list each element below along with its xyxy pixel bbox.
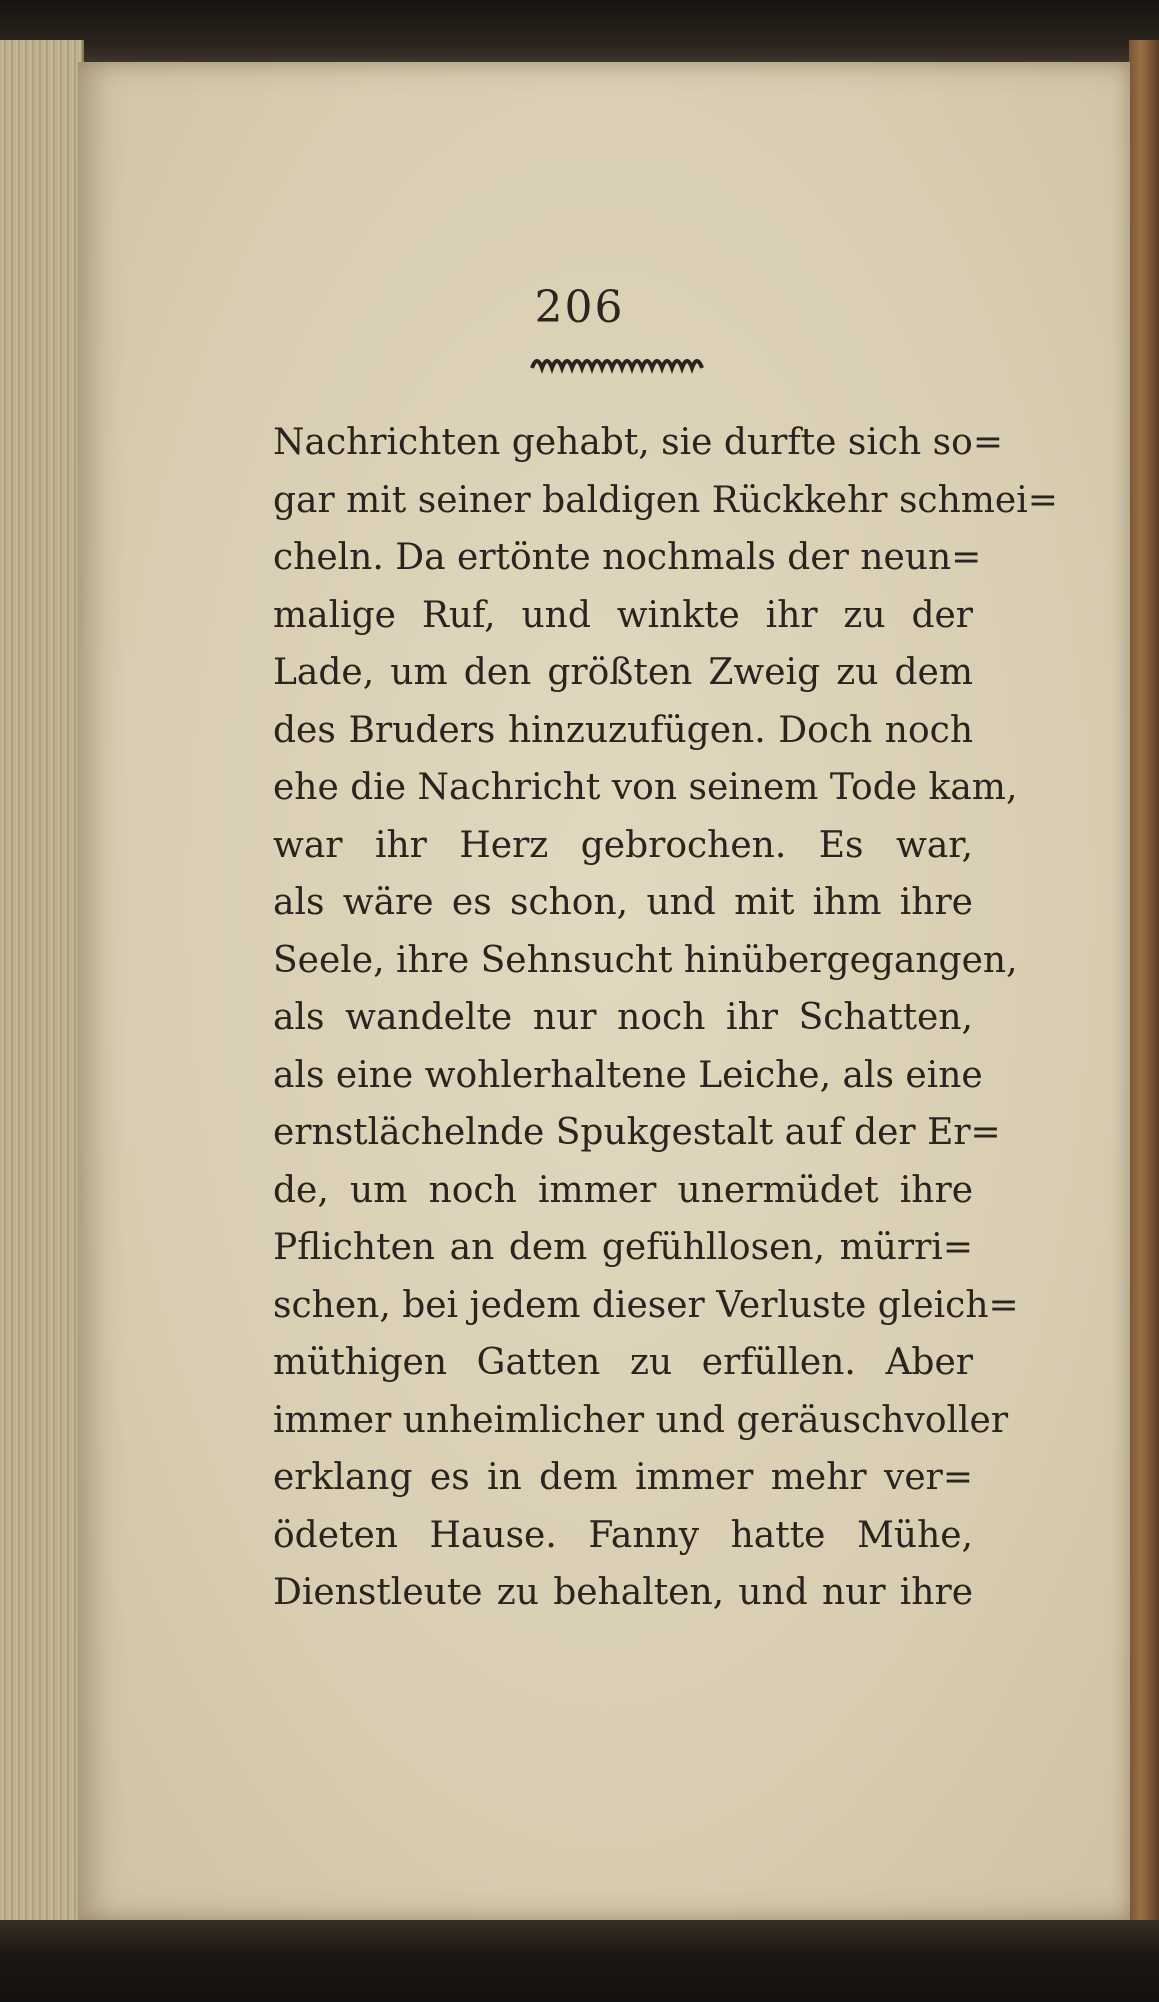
body-text	[273, 414, 1058, 1622]
text-line-4: malige Ruf, und winkte ihr zu der	[273, 594, 973, 636]
text-line-6: des Bruders hinzuzufügen. Doch noch	[273, 709, 973, 751]
text-line-13: ernstlächelnde Spukgestalt auf der Er=	[273, 1112, 1001, 1153]
wave-ornament	[530, 350, 710, 372]
page-number: 206	[534, 282, 625, 333]
text-line-18: immer unheimlicher und geräuschvoller	[273, 1399, 1009, 1441]
text-line-17: müthigen Gatten zu erfüllen. Aber	[273, 1342, 973, 1383]
text-line-16: schen, bei jedem dieser Verluste gleich=	[273, 1284, 1019, 1326]
text-line-1: Nachrichten gehabt, sie durfte sich so=	[273, 422, 1003, 463]
text-line-7: ehe die Nachricht von seinem Tode kam,	[273, 767, 1018, 808]
text-line-15: Pflichten an dem gefühllosen, mürri=	[273, 1227, 973, 1268]
book-cover-top	[0, 0, 1159, 62]
text-line-11: als wandelte nur noch ihr Schatten,	[273, 997, 973, 1038]
book-cover-bottom	[0, 1920, 1159, 2002]
text-line-10: Seele, ihre Sehnsucht hinübergegangen,	[273, 939, 1018, 981]
text-line-14: de, um noch immer unermüdet ihre	[273, 1169, 973, 1211]
text-line-8: war ihr Herz gebrochen. Es war,	[273, 824, 973, 866]
text-line-12: als eine wohlerhaltene Leiche, als eine	[273, 1054, 983, 1096]
text-line-21: Dienstleute zu behalten, und nur ihre	[273, 1572, 973, 1613]
text-line-19: erklang es in dem immer mehr ver=	[273, 1457, 973, 1498]
text-line-3: cheln. Da ertönte nochmals der neun=	[273, 537, 982, 578]
text-line-2: gar mit seiner baldigen Rückkehr schmei=	[273, 479, 1058, 521]
text-line-20: ödeten Hause. Fanny hatte Mühe,	[273, 1514, 973, 1556]
text-line-5: Lade, um den größten Zweig zu dem	[273, 652, 973, 693]
text-line-9: als wäre es schon, und mit ihm ihre	[273, 882, 973, 923]
